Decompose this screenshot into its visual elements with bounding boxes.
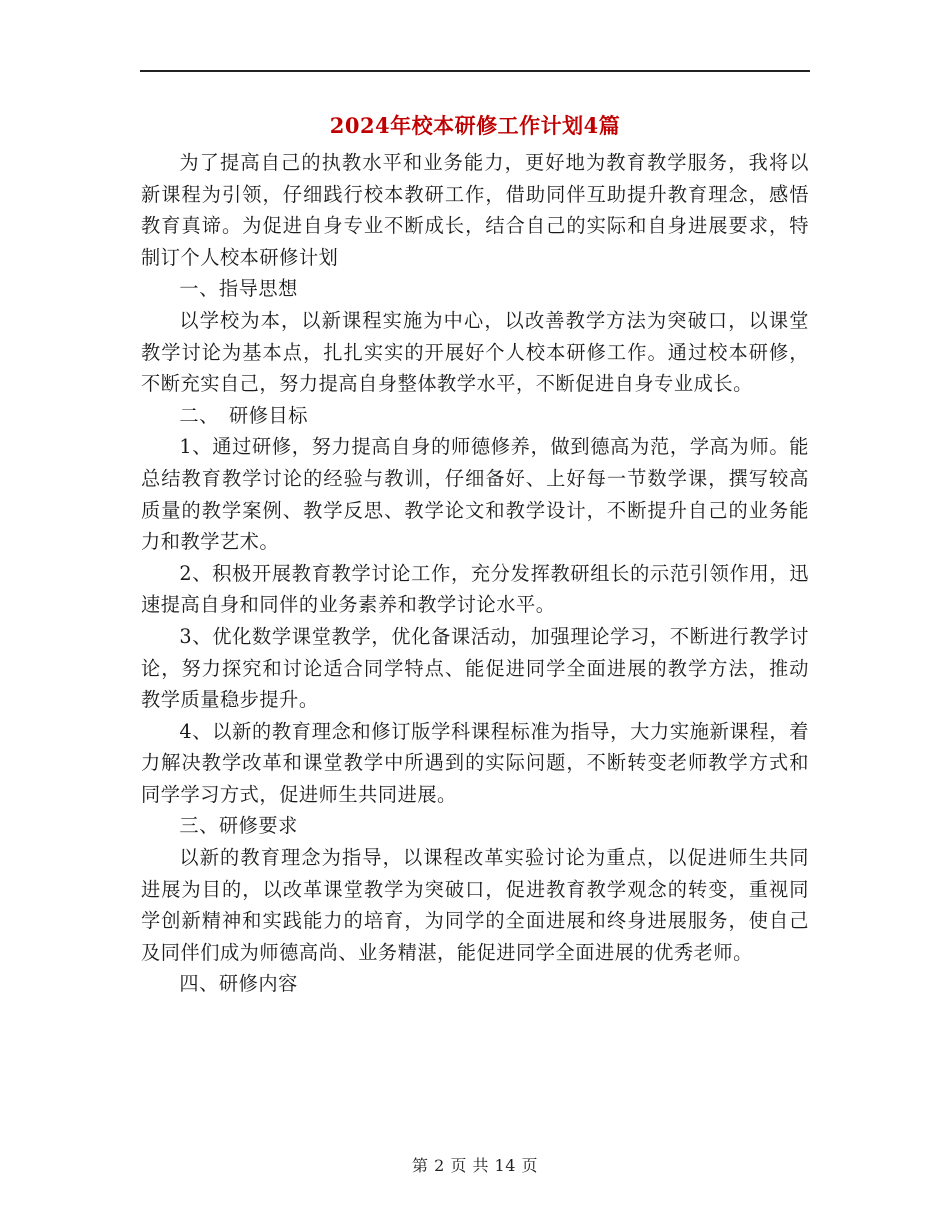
goal-item-2: 2、积极开展教育教学讨论工作，充分发挥教研组长的示范引领作用，迅速提高自身和同伴的业务素养和教学讨论水平。 (141, 561, 809, 617)
goal-item-3: 3、优化数学课堂教学，优化备课活动，加强理论学习，不断进行教学讨论，努力探究和讨论适合同学特点、能促进同学全面进展的教学方法，推动教学质量稳步提升。 (141, 624, 809, 712)
page-number-footer: 第 2 页 共 14 页 (412, 1156, 538, 1175)
section-heading-requirements: 三、研修要求 (179, 814, 298, 838)
goal-item-4: 4、以新的教育理念和修订版学科课程标准为指导，大力实施新课程，着力解决教学改革和课堂教学中所遇到的实际问题，不断转变老师教学方式和同学学习方式，促进师生共同进展。 (141, 719, 809, 806)
document-body (141, 147, 809, 1000)
document-title: 2024年校本研修工作计划4篇 (329, 113, 621, 138)
goal-item-1: 1、通过研修，努力提高自身的师德修养，做到德高为范，学高为师。能总结教育教学讨论的经验与教训，仔细备好、上好每一节数学课，撰写较高质量的教学案例、教学反思、教学论文和教学设计，不断提升自己的业务能力和教学艺术。 (141, 435, 809, 554)
header-rule (140, 70, 810, 72)
requirements-paragraph: 以新的教育理念为指导，以课程改革实验讨论为重点，以促进师生共同进展为目的，以改革课堂教学为突破口，促进教育教学观念的转变，重视同学创新精神和实践能力的培育，为同学的全面进展和终身进展服务，使自己及同伴们成为师德高尚、业务精湛，能促进同学全面进展的优秀老师。 (141, 846, 809, 964)
intro-paragraph: 为了提高自己的执教水平和业务能力，更好地为教育教学服务，我将以新课程为引领，仔细践行校本教研工作，借助同伴互助提升教育理念，感悟教育真谛。为促进自身专业不断成长，结合自己的实际和自身进展要求，特制订个人校本研修计划 (141, 151, 809, 269)
section-heading-goals: 二、 研修目标 (179, 403, 308, 427)
guiding-ideology-paragraph: 以学校为本，以新课程实施为中心，以改善教学方法为突破口，以课堂教学讨论为基本点，扎扎实实的开展好个人校本研修工作。通过校本研修，不断充实自己，努力提高自身整体教学水平，不断促进自身专业成长。 (141, 308, 809, 396)
section-heading-guiding-ideology: 一、指导思想 (179, 277, 298, 301)
section-heading-content: 四、研修内容 (179, 972, 298, 996)
